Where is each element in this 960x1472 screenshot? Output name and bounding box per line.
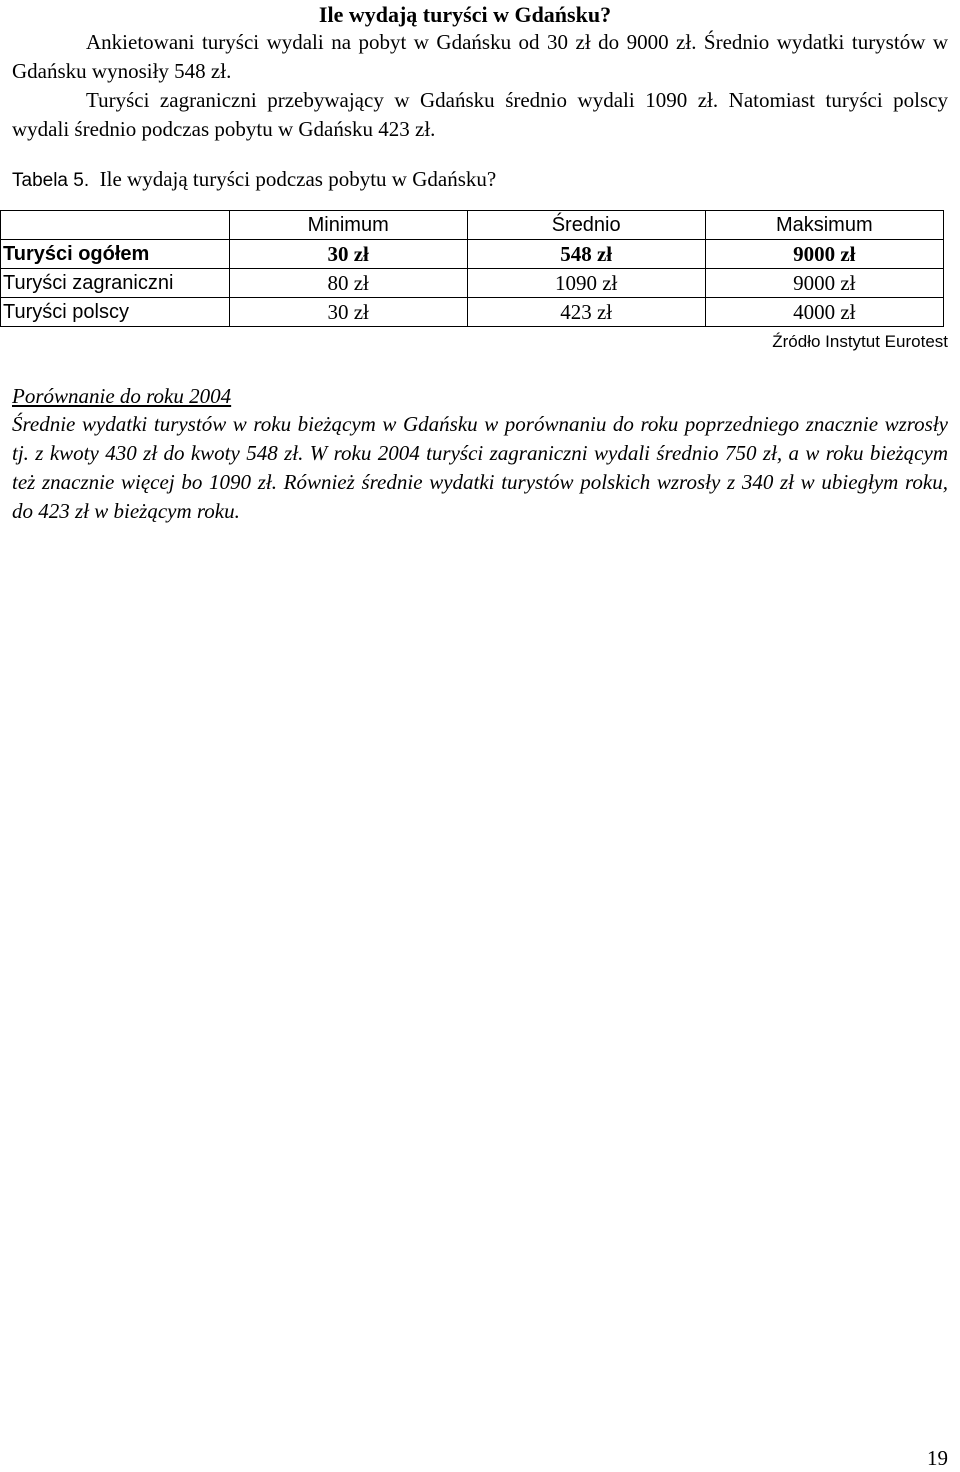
expenses-table xyxy=(0,210,944,327)
comparison-heading: Porównanie do roku 2004 xyxy=(12,384,232,408)
table-header-empty xyxy=(1,211,230,240)
intro-paragraph-1: Ankietowani turyści wydali na pobyt w Gdańsku od 30 zł do 9000 zł. Średnio wydatki turystów w Gdańsku wynosiły 548 zł. xyxy=(12,30,948,83)
table-cell-max: 9000 zł xyxy=(705,269,943,298)
table-header-minimum: Minimum xyxy=(229,211,467,240)
intro-paragraph-2: Turyści zagraniczni przebywający w Gdańsku średnio wydali 1090 zł. Natomiast turyści polscy wydali średnio podczas pobytu w Gdańsku 423 zł. xyxy=(12,88,948,141)
table-row-label: Turyści zagraniczni xyxy=(1,269,230,298)
table-cell-min: 30 zł xyxy=(229,298,467,327)
table-row xyxy=(1,298,944,327)
table-cell-avg: 423 zł xyxy=(467,298,705,327)
table-caption xyxy=(12,166,948,194)
table-cell-max: 4000 zł xyxy=(705,298,943,327)
comparison-paragraph: Średnie wydatki turystów w roku bieżącym w Gdańsku w porównaniu do roku poprzedniego znacznie wzrosły tj. z kwoty 430 zł do kwoty 548 zł. W roku 2004 turyści zagraniczni wydali średnio 750 zł, a w roku bieżącym też znacznie więcej bo 1090 zł. Również średnie wydatki turystów polskich wzrosły z 340 zł w ubiegłym roku, do 423 zł w bieżącym roku. xyxy=(12,412,948,523)
document-page xyxy=(12,0,948,194)
comparison-section xyxy=(12,382,948,526)
table-cell-min: 30 zł xyxy=(229,240,467,269)
table-row-label: Turyści polscy xyxy=(1,298,230,327)
table-cell-avg: 1090 zł xyxy=(467,269,705,298)
table-cell-min: 80 zł xyxy=(229,269,467,298)
table-header-maximum: Maksimum xyxy=(705,211,943,240)
table-row-label: Turyści ogółem xyxy=(1,240,230,269)
table-row xyxy=(1,240,944,269)
page-title: Ile wydają turyści w Gdańsku? xyxy=(318,2,612,27)
table-caption-label: Tabela 5. xyxy=(12,170,90,191)
table-header-row xyxy=(1,211,944,240)
table-caption-text: Ile wydają turyści podczas pobytu w Gdańsku? xyxy=(99,167,497,191)
table-cell-avg: 548 zł xyxy=(467,240,705,269)
table-header-average: Średnio xyxy=(467,211,705,240)
table-source: Źródło Instytut Eurotest xyxy=(772,332,948,351)
table-cell-max: 9000 zł xyxy=(705,240,943,269)
page-number: 19 xyxy=(927,1446,948,1470)
table-row xyxy=(1,269,944,298)
